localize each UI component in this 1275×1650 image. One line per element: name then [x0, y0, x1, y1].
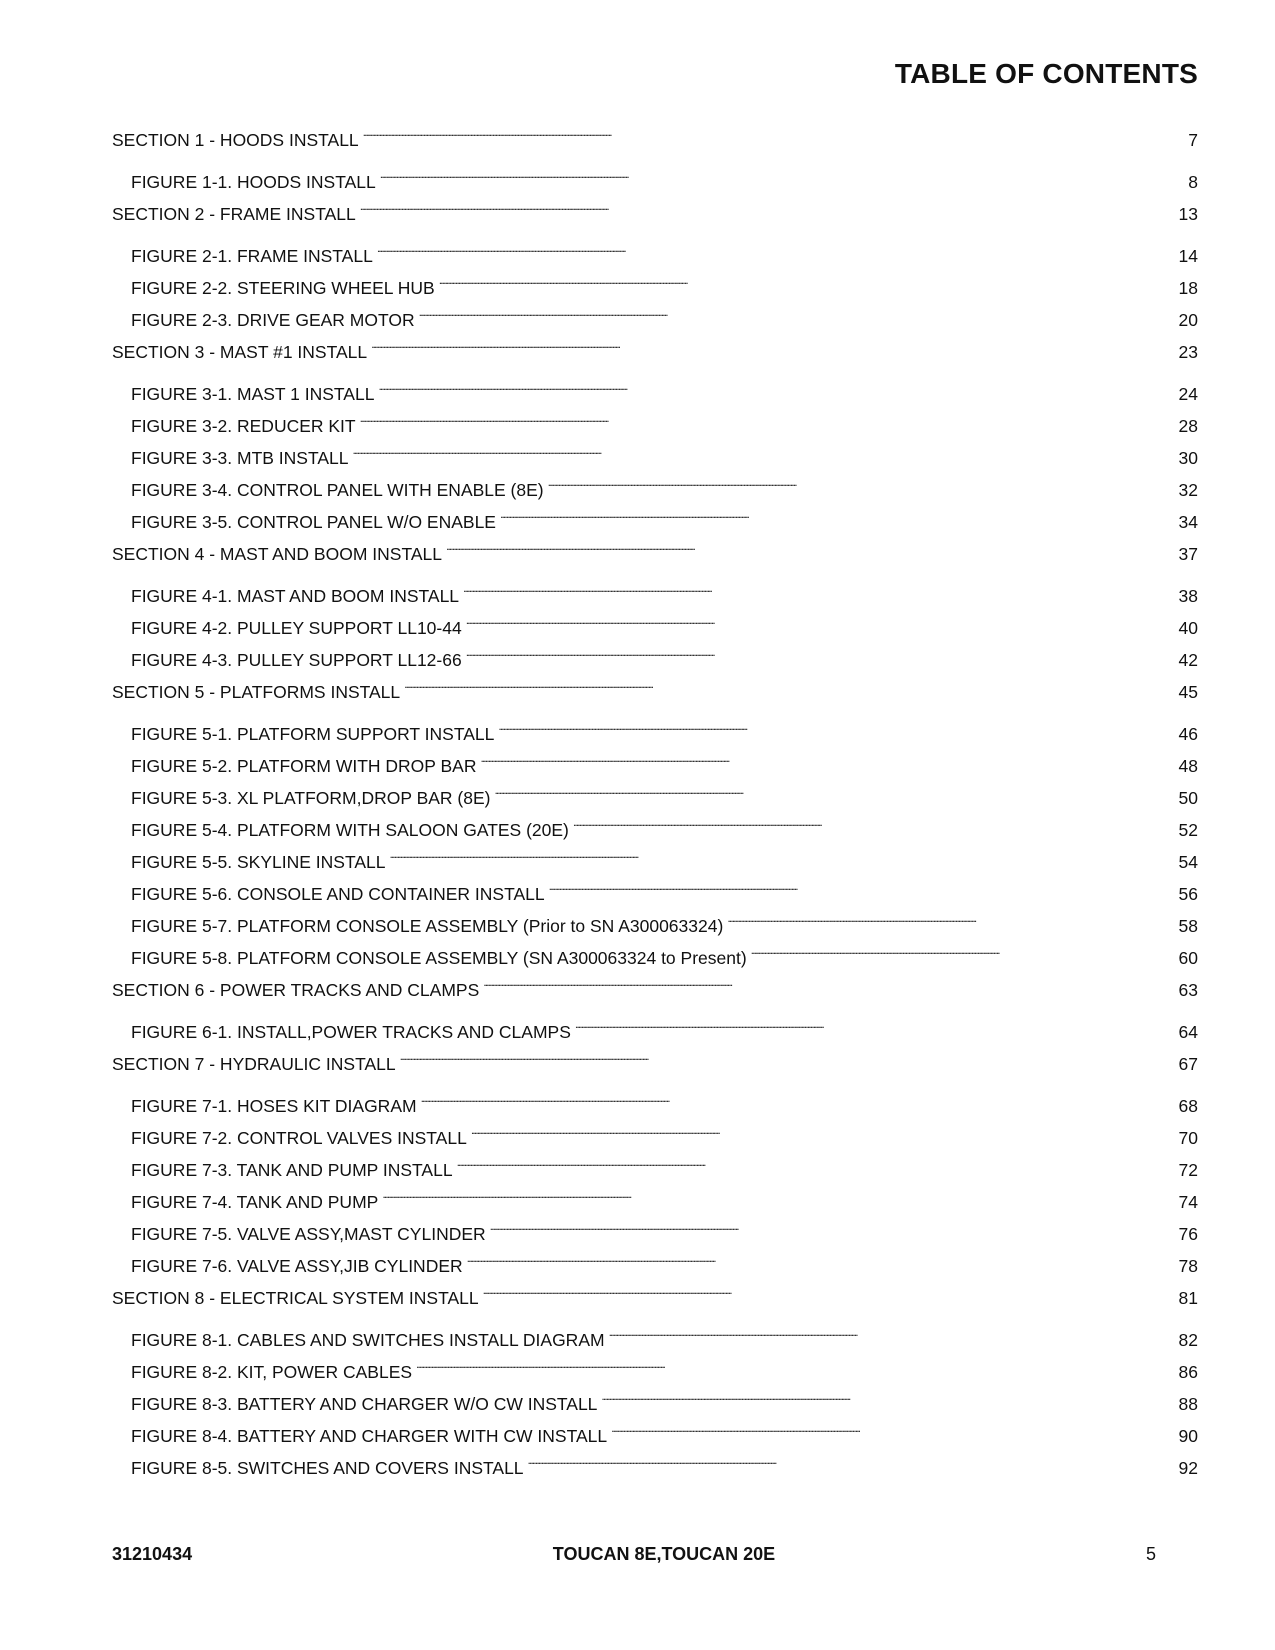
toc-section-entry[interactable]	[112, 678, 1198, 720]
toc-figure-entry[interactable]	[112, 1188, 1198, 1220]
toc-entry-label: FIGURE 3-2. REDUCER KIT	[131, 416, 356, 436]
toc-entry-page-number: 88	[1178, 1394, 1198, 1414]
toc-entry-page-number: 90	[1178, 1426, 1198, 1446]
toc-figure-entry[interactable]	[112, 1252, 1198, 1284]
toc-entry-label: FIGURE 8-5. SWITCHES AND COVERS INSTALL	[131, 1458, 524, 1478]
toc-entry-page-number: 7	[1188, 130, 1198, 150]
dot-leader	[369, 338, 1176, 358]
toc-entry-label: FIGURE 5-4. PLATFORM WITH SALOON GATES (20E)	[131, 820, 569, 840]
toc-entry-page-number: 28	[1178, 416, 1198, 436]
dot-leader	[380, 1188, 1176, 1208]
dot-leader	[465, 1252, 1177, 1272]
toc-entry-label: FIGURE 5-7. PLATFORM CONSOLE ASSEMBLY (Prior to SN A300063324)	[131, 916, 724, 936]
toc-figure-entry[interactable]	[112, 1326, 1198, 1358]
toc-entry-label: FIGURE 5-8. PLATFORM CONSOLE ASSEMBLY (SN A300063324 to Present)	[131, 948, 747, 968]
toc-entry-page-number: 81	[1178, 1288, 1198, 1308]
toc-figure-entry[interactable]	[112, 614, 1198, 646]
toc-figure-entry[interactable]	[112, 944, 1198, 976]
dot-leader	[546, 476, 1177, 496]
dot-leader	[414, 1358, 1176, 1378]
toc-entry-label: FIGURE 7-1. HOSES KIT DIAGRAM	[131, 1096, 417, 1116]
dot-leader	[725, 912, 1176, 932]
dot-leader	[492, 784, 1176, 804]
toc-figure-entry[interactable]	[112, 1092, 1198, 1124]
toc-entry-page-number: 20	[1178, 310, 1198, 330]
toc-entry-page-number: 54	[1178, 852, 1198, 872]
toc-entry-label: SECTION 1 - HOODS INSTALL	[112, 130, 359, 150]
toc-figure-entry[interactable]	[112, 582, 1198, 614]
toc-entry-page-number: 32	[1178, 480, 1198, 500]
toc-figure-entry[interactable]	[112, 1124, 1198, 1156]
dot-leader	[376, 380, 1176, 400]
dot-leader	[464, 614, 1177, 634]
toc-entry-label: FIGURE 3-1. MAST 1 INSTALL	[131, 384, 375, 404]
toc-entry-page-number: 45	[1178, 682, 1198, 702]
toc-entry-page-number: 46	[1178, 724, 1198, 744]
toc-figure-entry[interactable]	[112, 412, 1198, 444]
toc-entry-label: SECTION 7 - HYDRAULIC INSTALL	[112, 1054, 396, 1074]
toc-entry-page-number: 8	[1188, 172, 1198, 192]
toc-entry-page-number: 92	[1178, 1458, 1198, 1478]
dot-leader	[417, 306, 1177, 326]
dot-leader	[599, 1390, 1176, 1410]
toc-figure-entry[interactable]	[112, 816, 1198, 848]
dot-leader	[547, 880, 1177, 900]
dot-leader	[387, 848, 1176, 868]
document-number: 31210434	[112, 1544, 193, 1564]
toc-entry-page-number: 34	[1178, 512, 1198, 532]
toc-entry-page-number: 50	[1178, 788, 1198, 808]
toc-figure-entry[interactable]	[112, 168, 1198, 200]
toc-figure-entry[interactable]	[112, 1358, 1198, 1390]
toc-entry-label: FIGURE 3-4. CONTROL PANEL WITH ENABLE (8E)	[131, 480, 544, 500]
toc-figure-entry[interactable]	[112, 306, 1198, 338]
dot-leader	[469, 1124, 1177, 1144]
toc-figure-entry[interactable]	[112, 274, 1198, 306]
toc-entry-label: FIGURE 7-4. TANK AND PUMP	[131, 1192, 379, 1212]
dot-leader	[488, 1220, 1177, 1240]
toc-entry-label: FIGURE 4-3. PULLEY SUPPORT LL12-66	[131, 650, 462, 670]
toc-figure-entry[interactable]	[112, 508, 1198, 540]
toc-section-entry[interactable]	[112, 976, 1198, 1018]
dot-leader	[375, 242, 1177, 262]
toc-figure-entry[interactable]	[112, 444, 1198, 476]
toc-entry-page-number: 78	[1178, 1256, 1198, 1276]
toc-entry-label: FIGURE 5-5. SKYLINE INSTALL	[131, 852, 386, 872]
toc-entry-label: FIGURE 7-2. CONTROL VALVES INSTALL	[131, 1128, 467, 1148]
toc-entry-label: SECTION 8 - ELECTRICAL SYSTEM INSTALL	[112, 1288, 479, 1308]
toc-entry-page-number: 23	[1178, 342, 1198, 362]
toc-entry-label: FIGURE 5-3. XL PLATFORM,DROP BAR (8E)	[131, 788, 491, 808]
dot-leader	[398, 1050, 1177, 1070]
dot-leader	[461, 582, 1177, 602]
toc-entry-label: FIGURE 7-6. VALVE ASSY,JIB CYLINDER	[131, 1256, 463, 1276]
toc-entry-page-number: 58	[1178, 916, 1198, 936]
toc-entry-label: FIGURE 5-2. PLATFORM WITH DROP BAR	[131, 756, 477, 776]
toc-figure-entry[interactable]	[112, 912, 1198, 944]
toc-entry-label: FIGURE 5-1. PLATFORM SUPPORT INSTALL	[131, 724, 495, 744]
dot-leader	[607, 1326, 1177, 1346]
dot-leader	[351, 444, 1177, 464]
toc-figure-entry[interactable]	[112, 1156, 1198, 1188]
toc-entry-label: FIGURE 6-1. INSTALL,POWER TRACKS AND CLAMPS	[131, 1022, 571, 1042]
dot-leader	[481, 976, 1176, 996]
toc-entry-label: SECTION 6 - POWER TRACKS AND CLAMPS	[112, 980, 480, 1000]
toc-entry-page-number: 67	[1178, 1054, 1198, 1074]
toc-entry-page-number: 38	[1178, 586, 1198, 606]
toc-entry-label: FIGURE 8-4. BATTERY AND CHARGER WITH CW INSTALL	[131, 1426, 608, 1446]
toc-figure-entry[interactable]	[112, 1454, 1198, 1486]
dot-leader	[437, 274, 1177, 294]
toc-entry-label: FIGURE 4-1. MAST AND BOOM INSTALL	[131, 586, 460, 606]
dot-leader	[378, 168, 1187, 188]
toc-figure-entry[interactable]	[112, 1390, 1198, 1422]
dot-leader	[573, 1018, 1177, 1038]
toc-entry-label: SECTION 5 - PLATFORMS INSTALL	[112, 682, 401, 702]
toc-entry-page-number: 86	[1178, 1362, 1198, 1382]
toc-figure-entry[interactable]	[112, 380, 1198, 412]
toc-section-entry[interactable]	[112, 540, 1198, 582]
dot-leader	[526, 1454, 1177, 1474]
toc-entry-page-number: 40	[1178, 618, 1198, 638]
toc-entry-label: FIGURE 8-2. KIT, POWER CABLES	[131, 1362, 413, 1382]
toc-figure-entry[interactable]	[112, 784, 1198, 816]
dot-leader	[444, 540, 1177, 560]
toc-entry-label: FIGURE 2-3. DRIVE GEAR MOTOR	[131, 310, 415, 330]
toc-figure-entry[interactable]	[112, 752, 1198, 784]
dot-leader	[479, 752, 1177, 772]
dot-leader	[571, 816, 1177, 836]
toc-entry-page-number: 82	[1178, 1330, 1198, 1350]
dot-leader	[609, 1422, 1176, 1442]
dot-leader	[358, 200, 1177, 220]
toc-entry-label: FIGURE 3-5. CONTROL PANEL W/O ENABLE	[131, 512, 496, 532]
toc-entry-label: FIGURE 8-1. CABLES AND SWITCHES INSTALL DIAGRAM	[131, 1330, 605, 1350]
toc-figure-entry[interactable]	[112, 476, 1198, 508]
toc-entry-label: FIGURE 2-2. STEERING WHEEL HUB	[131, 278, 435, 298]
toc-entry-label: FIGURE 7-5. VALVE ASSY,MAST CYLINDER	[131, 1224, 486, 1244]
toc-entry-label: FIGURE 1-1. HOODS INSTALL	[131, 172, 376, 192]
toc-section-entry[interactable]	[112, 338, 1198, 380]
toc-entry-label: FIGURE 8-3. BATTERY AND CHARGER W/O CW INSTALL	[131, 1394, 598, 1414]
toc-entry-page-number: 72	[1178, 1160, 1198, 1180]
toc-section-entry[interactable]	[112, 1284, 1198, 1326]
toc-entry-label: FIGURE 4-2. PULLEY SUPPORT LL10-44	[131, 618, 462, 638]
dot-leader	[402, 678, 1176, 698]
toc-entry-page-number: 42	[1178, 650, 1198, 670]
toc-entry-page-number: 37	[1178, 544, 1198, 564]
toc-entry-label: SECTION 4 - MAST AND BOOM INSTALL	[112, 544, 442, 564]
toc-entry-label: FIGURE 5-6. CONSOLE AND CONTAINER INSTALL	[131, 884, 545, 904]
toc-figure-entry[interactable]	[112, 848, 1198, 880]
toc-entry-page-number: 13	[1178, 204, 1198, 224]
toc-entry-label: FIGURE 7-3. TANK AND PUMP INSTALL	[131, 1160, 453, 1180]
toc-section-entry[interactable]	[112, 200, 1198, 242]
toc-entry-label: FIGURE 3-3. MTB INSTALL	[131, 448, 349, 468]
toc-entry-page-number: 74	[1178, 1192, 1198, 1212]
toc-entry-page-number: 48	[1178, 756, 1198, 776]
toc-figure-entry[interactable]	[112, 1018, 1198, 1050]
page-number: 5	[1145, 1544, 1156, 1564]
toc-entry-page-number: 70	[1178, 1128, 1198, 1148]
dot-leader	[749, 944, 1177, 964]
page-footer	[112, 1544, 1156, 1568]
toc-entry-page-number: 64	[1178, 1022, 1198, 1042]
toc-figure-entry[interactable]	[112, 646, 1198, 678]
toc-entry-label: SECTION 2 - FRAME INSTALL	[112, 204, 356, 224]
dot-leader	[455, 1156, 1177, 1176]
toc-entry-page-number: 24	[1178, 384, 1198, 404]
product-name: TOUCAN 8E,TOUCAN 20E	[552, 1544, 776, 1564]
dot-leader	[481, 1284, 1177, 1304]
toc-entry-page-number: 60	[1178, 948, 1198, 968]
table-of-contents	[112, 126, 1198, 1486]
toc-entry-page-number: 30	[1178, 448, 1198, 468]
toc-entry-label: FIGURE 2-1. FRAME INSTALL	[131, 246, 373, 266]
toc-entry-page-number: 63	[1178, 980, 1198, 1000]
dot-leader	[464, 646, 1177, 666]
toc-entry-page-number: 18	[1178, 278, 1198, 298]
toc-figure-entry[interactable]	[112, 1220, 1198, 1252]
toc-figure-entry[interactable]	[112, 1422, 1198, 1454]
toc-entry-page-number: 76	[1178, 1224, 1198, 1244]
page-title: TABLE OF CONTENTS	[894, 58, 1198, 89]
toc-entry-label: SECTION 3 - MAST #1 INSTALL	[112, 342, 368, 362]
dot-leader	[358, 412, 1177, 432]
toc-entry-page-number: 68	[1178, 1096, 1198, 1116]
dot-leader	[496, 720, 1176, 740]
dot-leader	[361, 126, 1187, 146]
toc-entry-page-number: 14	[1178, 246, 1198, 266]
toc-figure-entry[interactable]	[112, 720, 1198, 752]
toc-figure-entry[interactable]	[112, 242, 1198, 274]
toc-section-entry[interactable]	[112, 126, 1198, 168]
toc-section-entry[interactable]	[112, 1050, 1198, 1092]
dot-leader	[498, 508, 1177, 528]
toc-figure-entry[interactable]	[112, 880, 1198, 912]
dot-leader	[419, 1092, 1177, 1112]
toc-entry-page-number: 56	[1178, 884, 1198, 904]
toc-entry-page-number: 52	[1178, 820, 1198, 840]
